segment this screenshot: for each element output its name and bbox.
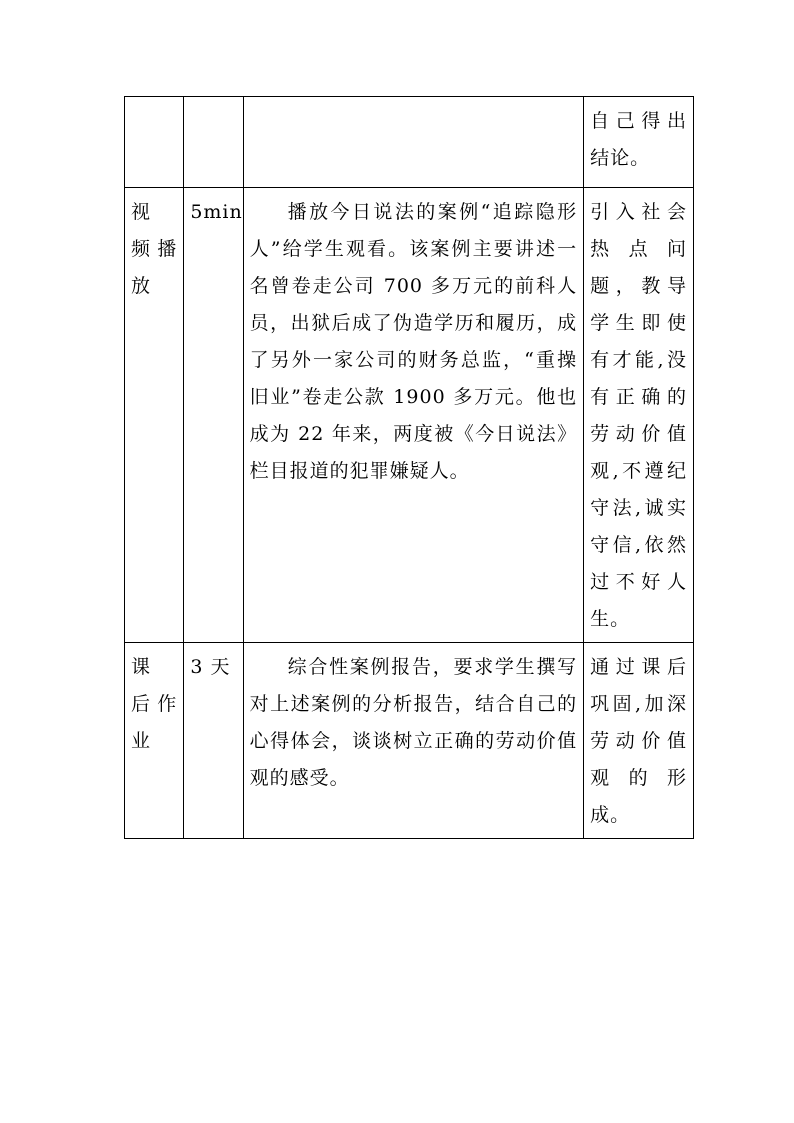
time-cell: 3 天 xyxy=(184,643,243,839)
table-row xyxy=(125,97,694,188)
content-cell: 播放今日说法的案例“追踪隐形人”给学生观看。该案例主要讲述一名曾卷走公司 700 多万元的前科人员，出狱后成了伪造学历和履历，成了另外一家公司的财务总监，“重操旧业”卷走公款 1900 多万元。他也成为 22 年来，两度被《今日说法》栏目报道的犯罪嫌疑人。 xyxy=(243,188,584,643)
lesson-plan-table xyxy=(124,96,694,839)
content-cell xyxy=(243,97,584,188)
stage-cell: 课 后作业 xyxy=(125,643,184,839)
time-cell xyxy=(184,97,243,188)
content-cell: 综合性案例报告，要求学生撰写对上述案例的分析报告，结合自己的心得体会，谈谈树立正确的劳动价值观的感受。 xyxy=(243,643,584,839)
table-row xyxy=(125,188,694,643)
stage-cell: 视 频播放 xyxy=(125,188,184,643)
purpose-cell: 引入社会热点问题，教导学生即使有才能,没有正确的劳动价值观,不遵纪守法,诚实守信,依然过不好人生。 xyxy=(584,188,694,643)
stage-cell xyxy=(125,97,184,188)
table-row xyxy=(125,643,694,839)
purpose-cell: 通过课后巩固,加深劳动价值观的形成。 xyxy=(584,643,694,839)
time-cell: 5min xyxy=(184,188,243,643)
purpose-cell: 自己得出结论。 xyxy=(584,97,694,188)
